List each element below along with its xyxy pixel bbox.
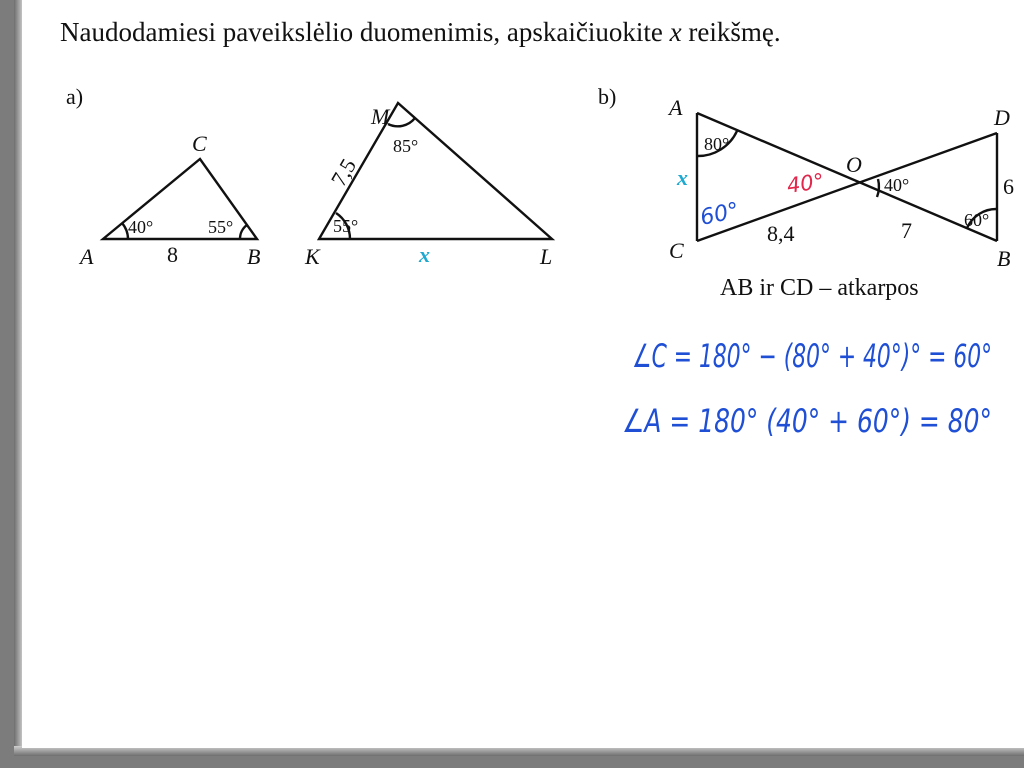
angle-a-value-b: 80° (704, 134, 730, 154)
side-db-value: 6 (1003, 174, 1014, 199)
vertex-c-label: C (192, 131, 207, 156)
angle-a-value: 40° (128, 217, 154, 237)
angle-dob-value: 40° (884, 175, 910, 195)
vertex-m-label: M (371, 104, 390, 129)
vertex-b-label: B (247, 244, 261, 269)
point-d-label: D (994, 105, 1010, 130)
side-ab-value: 8 (167, 242, 178, 267)
point-o-label: O (846, 152, 862, 177)
angle-b-value-b: 60° (964, 210, 990, 230)
angle-b-value: 55° (208, 217, 234, 237)
angle-k-value: 55° (333, 216, 359, 236)
angle-m-arc (388, 118, 415, 126)
part-b-caption: AB ir CD – atkarpos (720, 275, 919, 301)
side-kl-x: x (419, 242, 430, 267)
side-co-value: 8,4 (767, 221, 795, 246)
point-a-label: A (669, 95, 683, 120)
angle-m-value: 85° (393, 136, 419, 156)
segment-ab (697, 113, 997, 241)
part-b-label: b) (598, 84, 617, 109)
side-km-value: 7,5 (325, 154, 362, 191)
handwritten-line-2: ∠A = 180° (40° + 60°) = 80° (622, 402, 992, 440)
vertex-k-label: K (305, 244, 320, 269)
task-heading: Naudodamiesi paveikslėlio duomenimis, apskaičiuokite x reikšmę. (60, 17, 781, 47)
vertex-l-label: L (540, 244, 553, 269)
handwritten-angle-aoc: 40° (785, 169, 826, 198)
angle-dob-arc (877, 179, 879, 197)
point-c-label: C (669, 238, 684, 263)
side-ob-value: 7 (901, 218, 912, 243)
angle-b-arc (240, 225, 247, 239)
vertex-a-label: A (80, 244, 94, 269)
handwritten-line-1: ∠C = 180° − (80° + 40°)° = 60° (632, 337, 992, 375)
handwritten-angle-c: 60° (698, 198, 742, 231)
segment-cd (697, 133, 997, 241)
point-b-label: B (997, 246, 1011, 271)
part-a-label: a) (66, 84, 84, 109)
side-ac-x: x (677, 165, 688, 190)
